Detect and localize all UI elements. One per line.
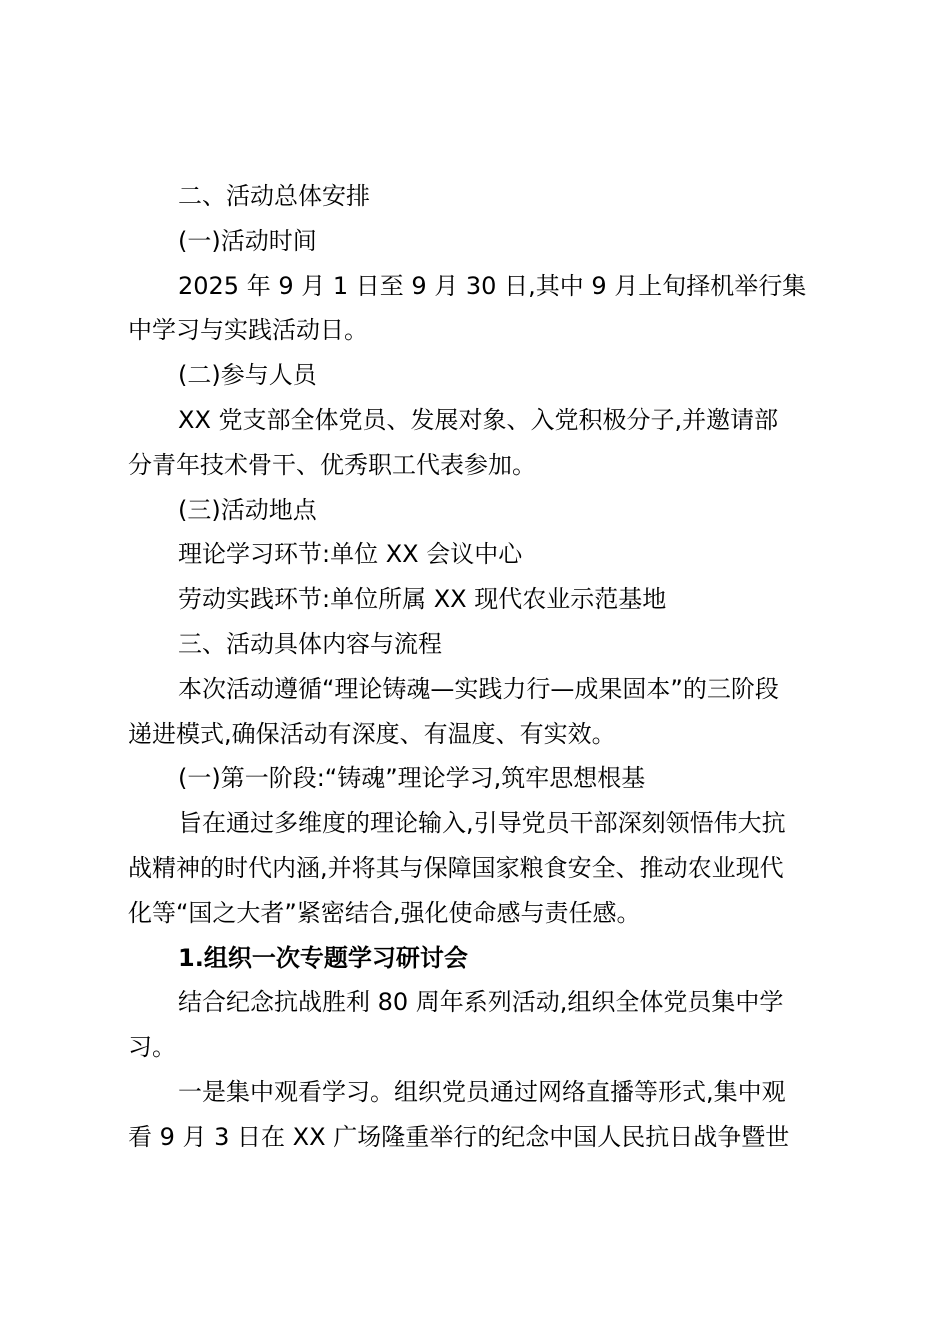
- text-line: 习。: [128, 1033, 176, 1062]
- text-line: 结合纪念抗战胜利 80 周年系列活动,组织全体党员集中学: [178, 988, 784, 1017]
- text-line: (三)活动地点: [178, 495, 317, 524]
- text-line: 递进模式,确保活动有深度、有温度、有实效。: [128, 719, 616, 748]
- text-line: 旨在通过多维度的理论输入,引导党员干部深刻领悟伟大抗: [178, 809, 786, 838]
- text-line: 化等“国之大者”紧密结合,强化使命感与责任感。: [128, 898, 641, 927]
- text-line: 三、活动具体内容与流程: [178, 629, 442, 658]
- text-line: 看 9 月 3 日在 XX 广场隆重举行的纪念中国人民抗日战争暨世: [128, 1122, 790, 1151]
- text-line: 二、活动总体安排: [178, 182, 370, 210]
- text-line: 战精神的时代内涵,并将其与保障国家粮食安全、推动农业现代: [128, 853, 784, 882]
- text-line: (一)活动时间: [178, 226, 317, 255]
- text-line: 本次活动遵循“理论铸魂—实践力行—成果固本”的三阶段: [178, 674, 779, 703]
- text-line: 2025 年 9 月 1 日至 9 月 30 日,其中 9 月上旬择机举行集: [178, 271, 807, 300]
- text-line: (二)参与人员: [178, 361, 317, 390]
- text-line: XX 党支部全体党员、发展对象、入党积极分子,并邀请部: [178, 405, 779, 434]
- text-line: (一)第一阶段:“铸魂”理论学习,筑牢思想根基: [178, 764, 646, 793]
- text-line: 分青年技术骨干、优秀职工代表参加。: [128, 450, 536, 479]
- text-line: 中学习与实践活动日。: [128, 316, 368, 345]
- text-line: 一是集中观看学习。组织党员通过网络直播等形式,集中观: [178, 1077, 786, 1106]
- section-heading: 1.组织一次专题学习研讨会: [178, 943, 468, 972]
- text-line: 理论学习环节:单位 XX 会议中心: [178, 540, 523, 569]
- text-line: 劳动实践环节:单位所属 XX 现代农业示范基地: [178, 585, 667, 614]
- document-page: [128, 174, 828, 1160]
